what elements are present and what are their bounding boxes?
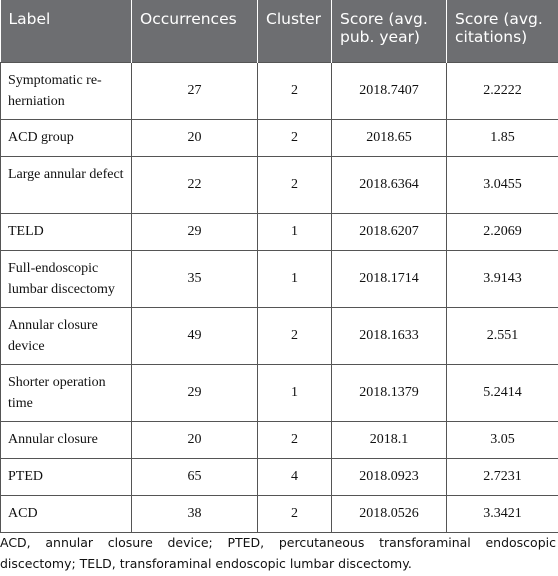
cell-label: ACD group: [1, 119, 132, 156]
cell-avg-citations: 1.85: [447, 119, 558, 156]
table-row: [1, 364, 558, 421]
cell-occurrences: 65: [132, 458, 258, 495]
table-footnote: ACD, annular closure device; PTED, percutaneous transforaminal endoscopic discectomy; TELD, transforaminal endoscopic lumbar discectomy.: [0, 535, 556, 571]
cell-cluster: 4: [258, 458, 332, 495]
cell-avg-pub-year: 2018.1: [332, 421, 447, 458]
table-row: [1, 213, 558, 250]
cell-avg-citations: 2.2069: [447, 213, 558, 250]
cell-cluster: 2: [258, 421, 332, 458]
header-label: Label: [8, 10, 51, 28]
header-avg-pub-year: Score (avg. pub. year): [332, 0, 447, 62]
cell-label: Annular closure device: [1, 307, 132, 364]
cell-avg-citations: 3.05: [447, 421, 558, 458]
cell-cluster: 1: [258, 250, 332, 307]
cell-avg-citations: 5.2414: [447, 364, 558, 421]
cell-occurrences: 20: [132, 421, 258, 458]
header-row: [1, 0, 558, 62]
cell-avg-citations: 2.7231: [447, 458, 558, 495]
cell-cluster: 1: [258, 364, 332, 421]
cell-label: Shorter operation time: [1, 364, 132, 421]
cell-cluster: 2: [258, 307, 332, 364]
cell-avg-citations: 2.2222: [447, 62, 558, 119]
cell-label: TELD: [1, 213, 132, 250]
cell-cluster: 1: [258, 213, 332, 250]
table-row: [1, 119, 558, 156]
cell-label: PTED: [1, 458, 132, 495]
cell-avg-pub-year: 2018.1633: [332, 307, 447, 364]
cell-avg-citations: 3.9143: [447, 250, 558, 307]
table-row: [1, 250, 558, 307]
cell-occurrences: 22: [132, 156, 258, 213]
cell-label: Full-endoscopic lumbar discectomy: [1, 250, 132, 307]
table-row: [1, 307, 558, 364]
cell-avg-citations: 2.551: [447, 307, 558, 364]
cell-occurrences: 38: [132, 495, 258, 532]
table-row: [1, 458, 558, 495]
table-header: [1, 0, 558, 62]
table-body: [1, 62, 558, 532]
cell-avg-pub-year: 2018.7407: [332, 62, 447, 119]
cell-cluster: 2: [258, 119, 332, 156]
cell-occurrences: 29: [132, 213, 258, 250]
cell-avg-pub-year: 2018.65: [332, 119, 447, 156]
cell-avg-pub-year: 2018.1379: [332, 364, 447, 421]
cell-avg-citations: 3.3421: [447, 495, 558, 532]
cell-occurrences: 49: [132, 307, 258, 364]
cell-avg-citations: 3.0455: [447, 156, 558, 213]
header-avg-citations: Score (avg. citations): [447, 0, 558, 62]
cell-avg-pub-year: 2018.1714: [332, 250, 447, 307]
table-row: [1, 156, 558, 213]
header-cluster: Cluster: [258, 0, 332, 62]
cell-cluster: 2: [258, 62, 332, 119]
cell-avg-pub-year: 2018.6207: [332, 213, 447, 250]
cell-occurrences: 35: [132, 250, 258, 307]
cell-occurrences: 27: [132, 62, 258, 119]
cell-label: ACD: [1, 495, 132, 532]
cell-occurrences: 29: [132, 364, 258, 421]
cell-avg-pub-year: 2018.0526: [332, 495, 447, 532]
table-row: [1, 495, 558, 532]
table-row: [1, 62, 558, 119]
cell-label: Annular closure: [1, 421, 132, 458]
cell-label: Symptomatic re-herniation: [1, 62, 132, 119]
cell-avg-pub-year: 2018.6364: [332, 156, 447, 213]
table-row: [1, 421, 558, 458]
cell-avg-pub-year: 2018.0923: [332, 458, 447, 495]
cell-label: Large annular defect: [1, 156, 132, 213]
header-occurrences: Occurrences: [132, 0, 258, 62]
cell-cluster: 2: [258, 156, 332, 213]
cell-cluster: 2: [258, 495, 332, 532]
cell-occurrences: 20: [132, 119, 258, 156]
